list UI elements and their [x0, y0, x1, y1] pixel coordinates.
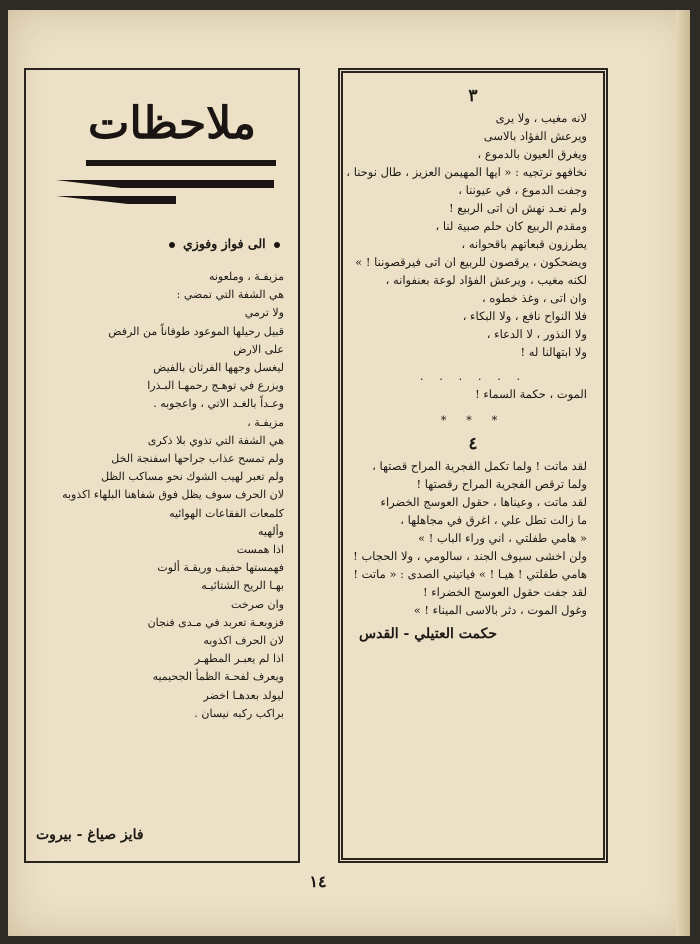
bullet-icon [169, 242, 175, 248]
poem-line: ويعرف لفحـة الظمأ الجحيميه [152, 670, 284, 684]
page-number: ١٤ [309, 872, 327, 891]
poem-line: لقد جفت حقول العوسج الخضراء ! [423, 585, 587, 599]
poem-line: « هامي طفلتي ، اني وراء الباب ! » [418, 531, 587, 545]
poem-line: ولما ترقص الفجرية المراح رقصتها ! [416, 477, 587, 491]
ellipsis-dots: . . . . . . [419, 369, 527, 383]
poem-line: فلا النواح نافع ، ولا البكاء ، [462, 309, 587, 323]
poem-line: بهـا الريح الشتائيـه [201, 579, 284, 593]
poem-line: لقد ماتت ، وعيناها ، حقول العوسج الخضراء [380, 495, 587, 509]
poem-line: ولا ترمي [244, 306, 284, 320]
poem-line: فهمستها حفيف وريقـة ألوت [157, 561, 284, 575]
poem-line: ويرعش الفؤاد بالاسى [483, 129, 587, 143]
section-number: ٣ [468, 86, 478, 106]
section-separator: * * * [440, 413, 506, 427]
notes-column [24, 68, 300, 863]
poem-line: لان الحرف سوف يظل فوق شفاهنا البلهاء اكذوبه [62, 488, 284, 502]
poem-line: قبيل رحيلها الموعود طوفاناً من الرفض [108, 324, 284, 338]
poem-line: ومقدم الربيع كان حلم صبية لنا ، [435, 219, 587, 233]
poem-line: وان صرخت [231, 597, 284, 611]
section-number: ٤ [468, 434, 478, 454]
poem-line: نخافهو نرتجيه : « ايها المهيمن العزيز ، طال نوحنا ، [346, 165, 587, 179]
poem-line: لقد ماتت ! ولما تكمل الفجرية المراح قصتها ، [372, 459, 587, 473]
dedication-text: الى فواز وفوزي [183, 236, 266, 251]
bottom-rule [26, 861, 298, 863]
poem-line: هي الشفة التي تمضي : [176, 288, 284, 302]
poem-line: ولم تمسح عذاب جراحها اسفنجة الخل [111, 452, 284, 466]
poem-line: ولن اخشى سيوف الجند ، سالومي ، ولا الحجاب ! [353, 549, 587, 563]
poem-line: وغول الموت ، دثر بالاسى الميناء ! » [413, 603, 587, 617]
top-rule [26, 68, 298, 70]
poem-line: ويضحكون ، يرقصون للربيع ان اتى فيرقصوننا ! » [355, 255, 587, 269]
poem-line: فزوبعـة تعربد في مـدى فنجان [147, 615, 284, 629]
header-bar [56, 196, 176, 204]
poem-line: هامي طفلتي ! هيـا ! » فياتيني الصدى : « ماتت ! [353, 567, 587, 581]
poem-line: براكب ركبه نيسان . [194, 706, 284, 720]
poem-line: مزيفـة ، [247, 415, 284, 429]
poem-line: ولم تعبر لهيب الشوك نحو مساكب الظل [101, 470, 284, 484]
poem-line: اذا همست [236, 543, 284, 557]
poem-line: وألهيه [257, 524, 284, 538]
notes-signature: فايز صياغ - بيروت [36, 827, 144, 843]
poem-closing: الموت ، حكمة السماء ! [475, 387, 587, 401]
poem-line: كلمعات الفقاعات الهوائيه [169, 506, 284, 520]
poem-line: لان الحرف اكذوبه [203, 634, 284, 648]
notes-title: ملاحظات [88, 98, 256, 149]
magazine-page [8, 10, 690, 936]
poems-column [338, 68, 608, 863]
poem-line: وان اتى ، وغذ خطوه ، [482, 291, 587, 305]
poem-line: ولا ابتهالنا له ! [520, 345, 587, 359]
poem-line: وعـداً بالغـد الاتي ، واعجوبه . [153, 397, 284, 411]
poem-line: يطرزون قبعاتهم باقحوانه ، [461, 237, 587, 251]
poem-line: وجفت الدموع ، في عيوننا ، [458, 183, 587, 197]
poem-line: اذا لم يعبـر المطهـر [194, 652, 284, 666]
poem-line: ويغرق العيون بالدموع ، [477, 147, 587, 161]
poem-line: ولم نعـد نهش ان اتى الربيع ! [448, 201, 587, 215]
poem-line: ما زالت تطل علي ، اغرق في مجاهلها ، [400, 513, 587, 527]
dedication [44, 236, 284, 251]
poem-line: مزيفـة ، وملعونه [208, 270, 284, 283]
header-bar [56, 180, 274, 188]
header-bar [86, 160, 276, 166]
bullet-icon [274, 242, 280, 248]
poem-line: هي الشفة التي تذوي بلا ذكرى [147, 433, 284, 447]
poem-line: ليغسل وجهها الفرثان بالفيض [153, 361, 284, 375]
poem-line: لانه مغيب ، ولا يرى [495, 111, 587, 125]
poem-line: لكنه مغيب ، ويرعش الفؤاد لوعة بعنفوانه ، [385, 273, 587, 287]
poem-line: على الارض [233, 342, 284, 356]
poem-line: ويزرع في توهـج رحمهـا البـذرا [147, 379, 284, 393]
notes-poem [34, 268, 284, 723]
poems-signature: حكمت العتيلي - القدس [359, 626, 497, 642]
notes-header [56, 98, 276, 208]
poem-line: ولا النذور ، لا الدعاء ، [486, 327, 587, 341]
poem-line: ليولد بعدهـا اخضر [203, 688, 284, 702]
page-spine [676, 10, 690, 936]
